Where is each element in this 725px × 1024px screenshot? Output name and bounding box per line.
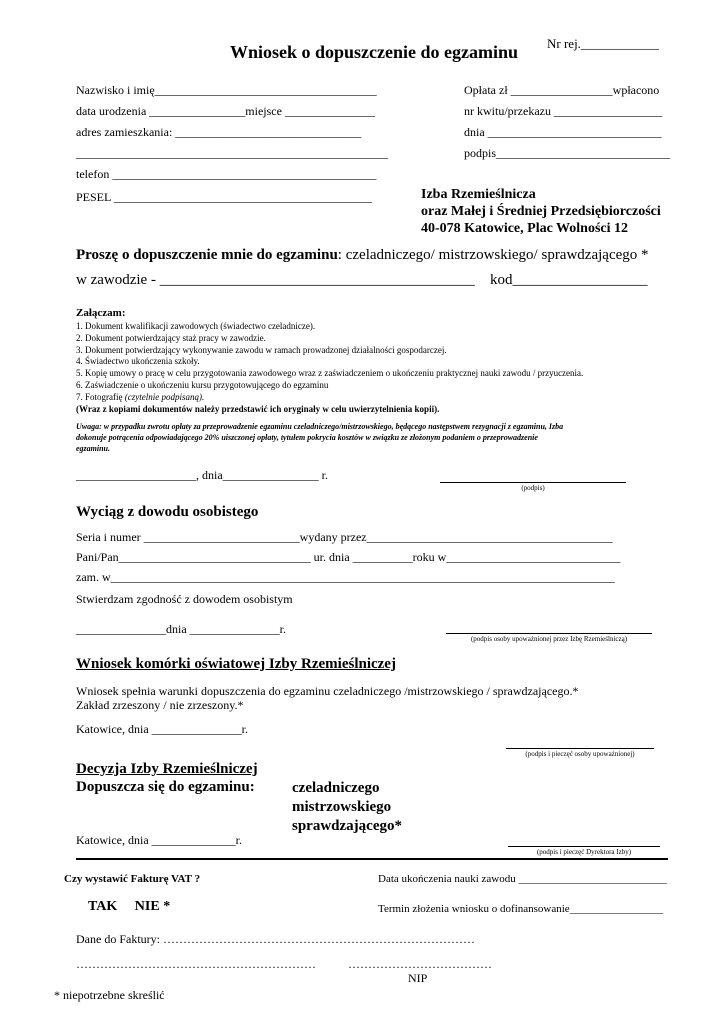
- applicant-signature-line[interactable]: [440, 482, 626, 483]
- school-unit-title: Wniosek komórki oświatowej Izby Rzemieślniczej: [76, 656, 396, 672]
- training-end-date-field[interactable]: Data ukończenia nauki zawodu ___________________________: [378, 873, 667, 885]
- surname-field[interactable]: Nazwisko i imię_____________________________________: [76, 83, 377, 97]
- refund-notice-line: Uwaga: w przypadku zwrotu opłaty za przeprowadzenie egzaminu czeladniczego/mistrzowskiego, będącego następstwem rezygnacji z egzaminu, Izba: [76, 422, 564, 431]
- place-date-field[interactable]: ____________________, dnia________________ r.: [76, 468, 328, 482]
- authorized-signature-caption: (podpis osoby upoważnionej przez Izbę Rzemieślniczą): [470, 635, 628, 643]
- id-date-field[interactable]: _______________dnia _______________r.: [76, 622, 286, 636]
- funding-deadline-field[interactable]: Termin złożenia wniosku o dofinansowanie_________________: [378, 903, 664, 915]
- copies-note: (Wraz z kopiami dokumentów należy przedstawić ich oryginały w celu uwierzytelnienia kopii).: [76, 403, 440, 414]
- decision-exam-type: sprawdzającego*: [292, 818, 402, 834]
- institution-name-2: oraz Małej i Średniej Przedsiębiorczości: [421, 204, 661, 219]
- school-unit-text: Wniosek spełnia warunki dopuszczenia do egzaminu czeladniczego /mistrzowskiego / sprawdzającego.*: [76, 684, 579, 698]
- attachment-item: 2. Dokument potwierdzający staż pracy w zawodzie.: [76, 332, 266, 343]
- address-field[interactable]: adres zamieszkania: _______________________________: [76, 125, 362, 139]
- address-field-2[interactable]: ____________________________________________________: [76, 146, 388, 160]
- phone-field[interactable]: telefon ____________________________________________: [76, 167, 377, 181]
- person-field[interactable]: Pani/Pan________________________________ ur. dnia __________roku w_____________________________: [76, 550, 621, 564]
- attachment-item: 4. Świadectwo ukończenia szkoły.: [76, 356, 200, 367]
- attachment-item: 5. Kopię umowy o pracę w celu przygotowania zawodowego wraz z zaświadczeniem o ukończeniu praktycznej nauki zawodu / przyuczenia.: [76, 368, 584, 379]
- nip-label: NIP: [408, 971, 428, 985]
- exam-request: [76, 247, 649, 264]
- decision-date-field[interactable]: Katowice, dnia ______________r.: [76, 833, 242, 847]
- attachments-list: [76, 321, 583, 415]
- receipt-field[interactable]: nr kwitu/przekazu __________________: [464, 104, 662, 118]
- profession-field[interactable]: w zawodzie - __________________________________________: [76, 272, 475, 288]
- attachment-item: 6. Zaświadczenie o ukończeniu kursu przygotowującego do egzaminu: [76, 379, 329, 390]
- attachment-item-7-note: (czytelnie podpisaną).: [124, 391, 205, 402]
- authorized-signature-line[interactable]: [446, 633, 652, 634]
- invoice-question: Czy wystawić Fakturę VAT ?: [64, 873, 201, 885]
- director-signature-caption: (podpis i pieczęć Dyrektora Izby): [536, 848, 632, 856]
- nip-field[interactable]: ………………………………: [348, 957, 492, 971]
- refund-notice-line: dokonuje potrącenia odpowiadającego 20% uiszczonej opłaty, tytułem pokrycia kosztów w związku ze złożonym podaniem o przeprowadzenie: [76, 433, 538, 442]
- invoice-data-field[interactable]: Dane do Faktury: ……………………………………………………………………: [76, 932, 475, 946]
- registration-number: Nr rej.____________: [547, 36, 659, 51]
- id-confirmation: Stwierdzam zgodność z dowodem osobistym: [76, 592, 293, 606]
- membership-text: Zakład zrzeszony / nie zrzeszony.*: [76, 698, 244, 712]
- payment-date-field[interactable]: dnia _____________________________: [464, 125, 662, 139]
- refund-notice-line: egzaminu.: [76, 444, 111, 453]
- attachment-item: [76, 392, 583, 404]
- decision-title: Decyzja Izby Rzemieślniczej: [76, 761, 258, 777]
- decision-exam-types: [292, 779, 402, 836]
- exam-request-lead: Proszę o dopuszczenie mnie do egzaminu: [76, 247, 338, 263]
- decision-admit: Dopuszcza się do egzaminu:: [76, 779, 255, 795]
- id-series-field[interactable]: Seria i numer __________________________wydany przez_________________________________________: [76, 530, 613, 544]
- section-divider: [76, 858, 668, 860]
- attachments-title: Załączam:: [76, 307, 126, 319]
- residence-field[interactable]: zam. w____________________________________________________________________________________: [76, 570, 615, 584]
- invoice-data-field-2[interactable]: ……………………………………………………: [76, 957, 316, 971]
- applicant-signature-caption: (podpis): [521, 484, 545, 492]
- invoice-options[interactable]: TAK NIE *: [88, 899, 171, 914]
- footnote: * niepotrzebne skreślić: [54, 988, 165, 1002]
- code-field[interactable]: kod__________________: [490, 272, 648, 288]
- director-signature-line[interactable]: [508, 846, 660, 847]
- pesel-field[interactable]: PESEL ___________________________________________: [76, 190, 372, 204]
- school-unit-signature-caption: (podpis i pieczęć osoby upoważnionej): [525, 750, 635, 758]
- page-title: Wniosek o dopuszczenie do egzaminu: [230, 42, 519, 62]
- id-extract-title: Wyciąg z dowodu osobistego: [76, 504, 259, 520]
- birth-field[interactable]: data urodzenia ________________miejsce _______________: [76, 104, 375, 118]
- school-unit-signature-line[interactable]: [506, 748, 654, 749]
- refund-notice: [76, 421, 563, 454]
- attachment-item: 3. Dokument potwierdzający wykonywanie zawodu w ramach prowadzonej działalności gospodarczej.: [76, 344, 447, 355]
- institution-name: Izba Rzemieślnicza: [421, 187, 536, 202]
- decision-exam-type: mistrzowskiego: [292, 799, 392, 815]
- attachment-item-7: 7. Fotografię: [76, 391, 125, 402]
- school-unit-date-field[interactable]: Katowice, dnia _______________r.: [76, 722, 248, 736]
- institution-address: 40-078 Katowice, Plac Wolności 12: [421, 221, 628, 236]
- exam-types: : czeladniczego/ mistrzowskiego/ sprawdzającego *: [337, 247, 649, 263]
- attachment-item: 1. Dokument kwalifikacji zawodowych (świadectwo czeladnicze).: [76, 321, 316, 331]
- fee-field[interactable]: Opłata zł _________________wpłacono: [464, 83, 660, 97]
- payment-signature-field[interactable]: podpis_____________________________: [464, 146, 671, 160]
- decision-exam-type: czeladniczego: [292, 780, 380, 796]
